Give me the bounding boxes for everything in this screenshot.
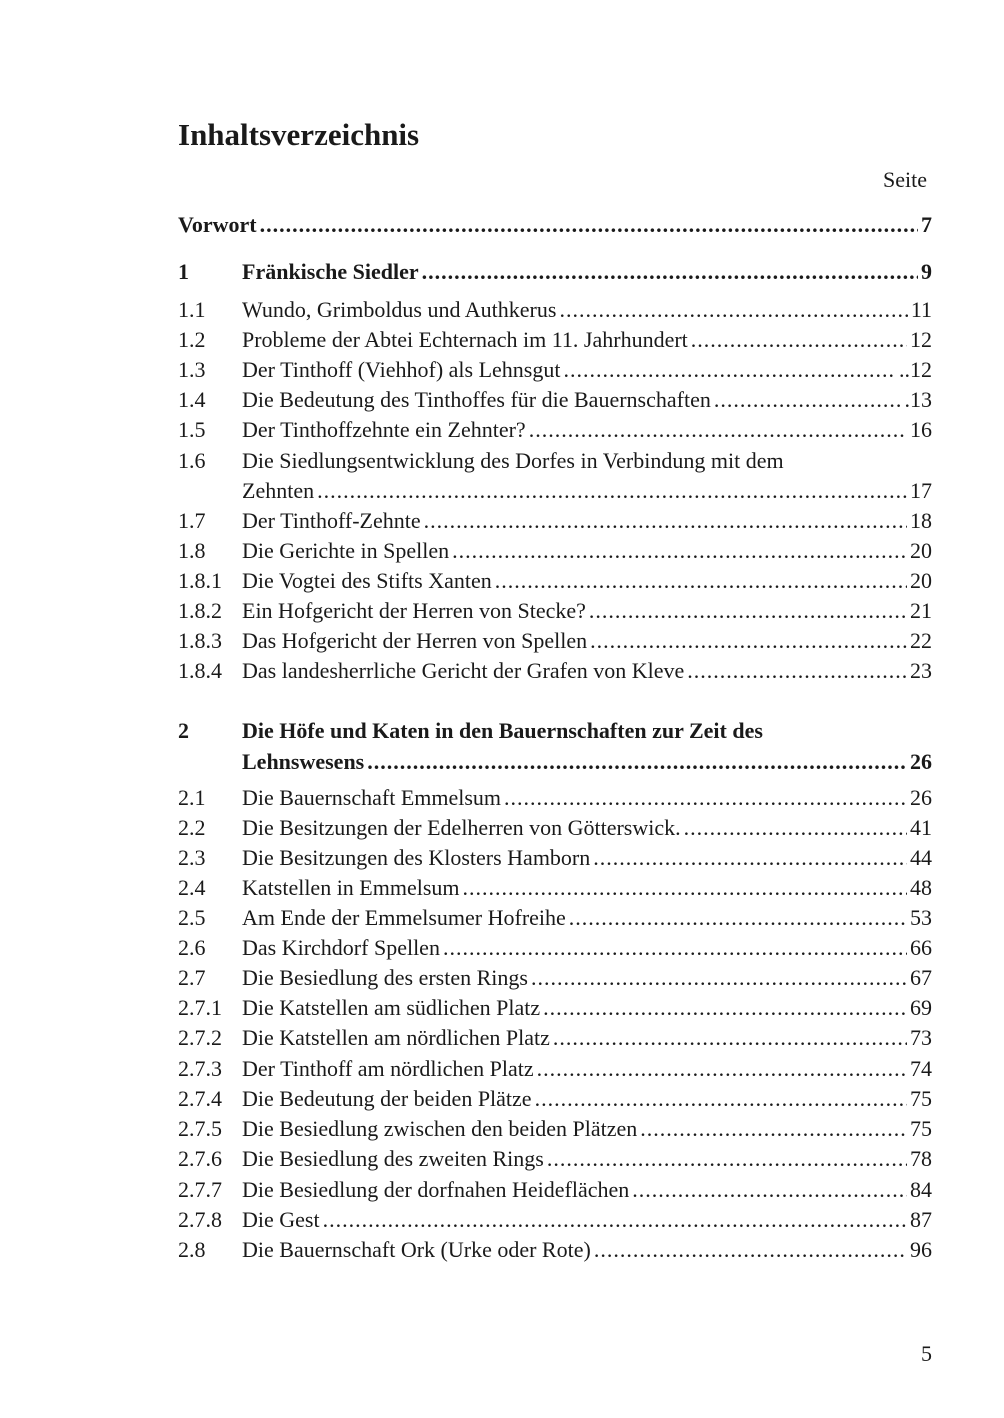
entry-page: 69 bbox=[910, 995, 932, 1020]
entry-title: Die Gerichte in Spellen bbox=[242, 538, 450, 563]
dot-leader bbox=[563, 355, 896, 385]
entry-page: .13 bbox=[904, 387, 932, 412]
entry-page: 21 bbox=[910, 598, 932, 623]
entry-page: 12 bbox=[910, 327, 932, 352]
entry-number: 2.4 bbox=[178, 875, 206, 900]
toc-entry bbox=[178, 385, 932, 415]
entry-title: Das landesherrliche Gericht der Grafen von Kleve bbox=[242, 658, 685, 683]
dot-leader bbox=[323, 1205, 907, 1235]
entry-page: 78 bbox=[910, 1146, 932, 1171]
toc-entry bbox=[178, 1023, 932, 1053]
entry-number: 2.7.1 bbox=[178, 995, 222, 1020]
entry-page: 96 bbox=[910, 1237, 932, 1262]
entry-title: Die Katstellen am nördlichen Platz bbox=[242, 1025, 550, 1050]
dot-leader bbox=[687, 656, 907, 686]
entry-page: 17 bbox=[910, 478, 932, 503]
dot-leader bbox=[424, 506, 907, 536]
entry-title: Die Bedeutung des Tinthoffes für die Bauernschaften bbox=[242, 387, 711, 412]
dot-leader bbox=[684, 813, 907, 843]
entry-number: 2.7.2 bbox=[178, 1025, 222, 1050]
entry-title: Vorwort bbox=[178, 212, 257, 237]
entry-title: Probleme der Abtei Echternach im 11. Jahrhundert bbox=[242, 327, 688, 352]
entry-number: 1.8 bbox=[178, 538, 206, 563]
entry-title: Fränkische Siedler bbox=[242, 259, 419, 284]
entry-title: Katstellen in Emmelsum bbox=[242, 875, 460, 900]
entry-number: 2.7 bbox=[178, 965, 206, 990]
entry-number: 2.5 bbox=[178, 905, 206, 930]
dot-leader bbox=[547, 1144, 907, 1174]
entry-number: 2.8 bbox=[178, 1237, 206, 1262]
toc-entry bbox=[178, 903, 932, 933]
toc-entry bbox=[178, 355, 932, 385]
entry-number: 2.7.4 bbox=[178, 1086, 222, 1111]
entry-page: 22 bbox=[910, 628, 932, 653]
entry-title: Das Hofgericht der Herren von Spellen bbox=[242, 628, 588, 653]
toc-entry bbox=[178, 1054, 932, 1084]
dot-leader bbox=[452, 536, 907, 566]
toc-entry bbox=[178, 1144, 932, 1174]
dot-leader bbox=[495, 566, 907, 596]
entry-number: 1.8.2 bbox=[178, 598, 222, 623]
entry-number: 1.1 bbox=[178, 297, 206, 322]
dot-leader bbox=[504, 783, 907, 813]
entry-title: Die Gest bbox=[242, 1207, 320, 1232]
toc-entry bbox=[178, 1205, 932, 1235]
entry-number: 2.3 bbox=[178, 845, 206, 870]
dot-leader bbox=[714, 385, 902, 415]
entry-title: Die Siedlungsentwicklung des Dorfes in Verbindung mit dem bbox=[242, 448, 784, 473]
entry-title: Wundo, Grimboldus und Authkerus bbox=[242, 297, 557, 322]
toc-entry bbox=[178, 596, 932, 626]
entry-title: Am Ende der Emmelsumer Hofreihe bbox=[242, 905, 566, 930]
toc-entry bbox=[178, 843, 932, 873]
entry-number: 1.8.3 bbox=[178, 628, 222, 653]
entry-title: Der Tinthoff (Viehhof) als Lehnsgut bbox=[242, 357, 561, 382]
entry-page: 41 bbox=[910, 815, 932, 840]
entry-number: 1 bbox=[178, 259, 189, 284]
entry-number: 1.2 bbox=[178, 327, 206, 352]
entry-page: 20 bbox=[910, 538, 932, 563]
toc-entry bbox=[178, 210, 932, 240]
dot-leader bbox=[531, 963, 907, 993]
entry-page: 66 bbox=[910, 935, 932, 960]
entry-number: 1.6 bbox=[178, 448, 206, 473]
page-number: 5 bbox=[921, 1341, 932, 1366]
dot-leader bbox=[569, 903, 907, 933]
dot-leader bbox=[317, 476, 907, 506]
toc-entry bbox=[178, 325, 932, 355]
toc-entry-continuation bbox=[178, 476, 932, 506]
entry-title: Die Vogtei des Stifts Xanten bbox=[242, 568, 492, 593]
entry-title: Das Kirchdorf Spellen bbox=[242, 935, 440, 960]
toc-entry bbox=[178, 933, 932, 963]
dot-leader bbox=[543, 993, 907, 1023]
toc-entry bbox=[178, 963, 932, 993]
entry-number: 1.4 bbox=[178, 387, 206, 412]
dot-leader bbox=[529, 415, 907, 445]
dot-leader bbox=[594, 1235, 907, 1265]
entry-title: Die Höfe und Katen in den Bauernschaften zur Zeit des bbox=[242, 718, 763, 743]
entry-title: Die Bauernschaft Emmelsum bbox=[242, 785, 502, 810]
dot-leader bbox=[640, 1114, 907, 1144]
entry-number: 2.6 bbox=[178, 935, 206, 960]
entry-page: 18 bbox=[910, 508, 932, 533]
entry-title: Die Besiedlung des zweiten Rings bbox=[242, 1146, 544, 1171]
dot-leader bbox=[632, 1175, 907, 1205]
dot-leader bbox=[559, 295, 907, 325]
dot-leader bbox=[553, 1023, 907, 1053]
entry-number: 1.3 bbox=[178, 357, 206, 382]
toc-entry-continuation bbox=[178, 747, 932, 777]
toc-entry bbox=[178, 783, 932, 813]
entry-page: 26 bbox=[910, 749, 932, 774]
entry-number: 2.7.8 bbox=[178, 1207, 222, 1232]
entry-title: Der Tinthoff am nördlichen Platz bbox=[242, 1056, 534, 1081]
entry-page: 23 bbox=[910, 658, 932, 683]
entry-page: 75 bbox=[910, 1116, 932, 1141]
dot-leader bbox=[590, 626, 907, 656]
entry-title: Die Besitzungen des Klosters Hamborn bbox=[242, 845, 591, 870]
entry-page: 16 bbox=[910, 417, 932, 442]
entry-number: 2.7.7 bbox=[178, 1177, 222, 1202]
entry-number: 2.7.6 bbox=[178, 1146, 222, 1171]
dot-leader bbox=[593, 843, 907, 873]
toc-entry bbox=[178, 295, 932, 325]
entry-number: 1.5 bbox=[178, 417, 206, 442]
toc-entry bbox=[178, 813, 932, 843]
toc-entry bbox=[178, 656, 932, 686]
entry-page: 26 bbox=[910, 785, 932, 810]
entry-number: 1.7 bbox=[178, 508, 206, 533]
entry-title: Die Katstellen am südlichen Platz bbox=[242, 995, 541, 1020]
entry-page: 84 bbox=[910, 1177, 932, 1202]
entry-page: 87 bbox=[910, 1207, 932, 1232]
dot-leader bbox=[463, 873, 907, 903]
toc-entry bbox=[178, 446, 932, 476]
entry-page: 74 bbox=[910, 1056, 932, 1081]
toc-entry bbox=[178, 1114, 932, 1144]
dot-leader bbox=[535, 1084, 907, 1114]
page-column-label: Seite bbox=[883, 167, 927, 192]
entry-title: Der Tinthoffzehnte ein Zehnter? bbox=[242, 417, 526, 442]
entry-title-continuation: Lehnswesens bbox=[242, 749, 365, 774]
toc-entry bbox=[178, 626, 932, 656]
entry-title: Die Besitzungen der Edelherren von Götterswick. bbox=[242, 815, 681, 840]
entry-title: Der Tinthoff-Zehnte bbox=[242, 508, 421, 533]
entry-page: 11 bbox=[910, 297, 932, 322]
entry-title: Die Bedeutung der beiden Plätze bbox=[242, 1086, 532, 1111]
toc-entry bbox=[178, 415, 932, 445]
entry-title: Die Bauernschaft Ork (Urke oder Rote) bbox=[242, 1237, 591, 1262]
dot-leader bbox=[260, 210, 918, 240]
entry-title: Die Besiedlung der dorfnahen Heideflächen bbox=[242, 1177, 630, 1202]
entry-page: 44 bbox=[910, 845, 932, 870]
toc-entry bbox=[178, 506, 932, 536]
entry-number: 2.2 bbox=[178, 815, 206, 840]
dot-leader bbox=[422, 257, 918, 287]
entry-number: 2.1 bbox=[178, 785, 206, 810]
dot-leader bbox=[443, 933, 907, 963]
toc-entry bbox=[178, 716, 932, 746]
entry-page: 48 bbox=[910, 875, 932, 900]
entry-page: 53 bbox=[910, 905, 932, 930]
page-title: Inhaltsverzeichnis bbox=[178, 117, 420, 152]
entry-number: 1.8.4 bbox=[178, 658, 222, 683]
entry-page: 9 bbox=[921, 259, 932, 284]
entry-title-continuation: Zehnten bbox=[242, 478, 315, 503]
toc-entry bbox=[178, 993, 932, 1023]
toc-entry bbox=[178, 566, 932, 596]
entry-number: 2 bbox=[178, 718, 189, 743]
entry-number: 1.8.1 bbox=[178, 568, 222, 593]
entry-page: ..12 bbox=[899, 357, 932, 382]
entry-page: 75 bbox=[910, 1086, 932, 1111]
entry-page: 73 bbox=[910, 1025, 932, 1050]
entry-title: Die Besiedlung zwischen den beiden Plätzen bbox=[242, 1116, 638, 1141]
entry-number: 2.7.3 bbox=[178, 1056, 222, 1081]
toc-entry bbox=[178, 536, 932, 566]
entry-title: Die Besiedlung des ersten Rings bbox=[242, 965, 528, 990]
toc-entry bbox=[178, 873, 932, 903]
entry-page: 20 bbox=[910, 568, 932, 593]
toc-entry bbox=[178, 1175, 932, 1205]
toc-entry bbox=[178, 257, 932, 287]
toc-entry bbox=[178, 1084, 932, 1114]
toc-entry bbox=[178, 1235, 932, 1265]
entry-page: 7 bbox=[921, 212, 932, 237]
dot-leader bbox=[691, 325, 907, 355]
entry-title: Ein Hofgericht der Herren von Stecke? bbox=[242, 598, 586, 623]
dot-leader bbox=[589, 596, 907, 626]
dot-leader bbox=[367, 747, 907, 777]
entry-page: 67 bbox=[910, 965, 932, 990]
dot-leader bbox=[537, 1054, 907, 1084]
entry-number: 2.7.5 bbox=[178, 1116, 222, 1141]
